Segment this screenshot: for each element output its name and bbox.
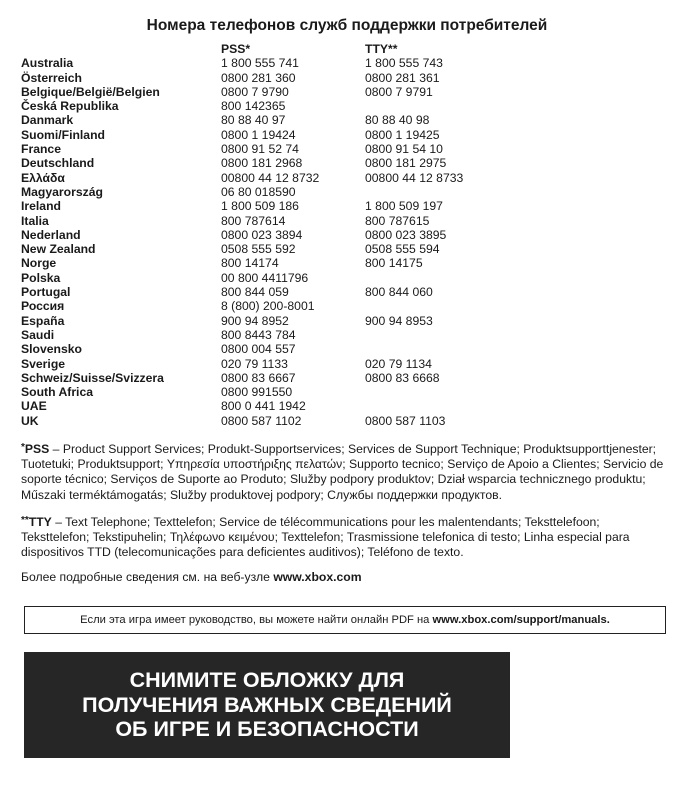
page-title: Номера телефонов служб поддержки потребителей — [146, 17, 548, 34]
country-name: Belgique/België/Belgien — [21, 84, 160, 99]
pss-number: 800 0 441 1942 — [221, 399, 306, 414]
footnotes — [21, 440, 671, 596]
table-row — [21, 314, 485, 328]
table-row — [21, 357, 485, 371]
pss-number: 0800 023 3894 — [221, 227, 303, 242]
country-name: UAE — [21, 399, 47, 414]
pss-number: 0800 1 19424 — [221, 127, 296, 142]
pss-number: 800 142365 — [221, 99, 286, 114]
table-row — [21, 214, 485, 228]
pss-number: 06 80 018590 — [221, 184, 296, 199]
banner-line-3: ОБ ИГРЕ И БЕЗОПАСНОСТИ — [115, 717, 419, 742]
pss-term: PSS — [24, 442, 50, 456]
table-row — [21, 199, 485, 213]
country-name: Ireland — [21, 199, 61, 214]
pss-number: 800 8443 784 — [221, 327, 296, 342]
tty-number: 900 94 8953 — [365, 313, 433, 328]
pss-number: 0800 587 1102 — [221, 413, 302, 428]
table-row — [21, 242, 485, 256]
website-note — [21, 570, 671, 585]
tty-number: 0800 281 361 — [365, 70, 440, 85]
country-name: New Zealand — [21, 242, 96, 257]
tty-number — [365, 185, 485, 199]
tty-number — [365, 99, 485, 113]
country-name: Saudi — [21, 327, 55, 342]
country-name: Sverige — [21, 356, 66, 371]
banner-line-1: СНИМИТЕ ОБЛОЖКУ ДЛЯ — [129, 668, 405, 693]
pss-number: 800 14174 — [221, 256, 279, 271]
country-name: Slovensko — [21, 342, 82, 357]
table-row — [21, 328, 485, 342]
pss-number: 0800 991550 — [221, 385, 293, 400]
table-header — [21, 42, 485, 56]
header-country — [21, 42, 221, 56]
table-row — [21, 271, 485, 285]
table-row — [21, 385, 485, 399]
pss-asterisk: * — [21, 442, 25, 453]
country-name: Schweiz/Suisse/Svizzera — [21, 370, 164, 385]
tty-number: 0800 587 1103 — [365, 413, 446, 428]
header-tty: TTY** — [365, 42, 398, 56]
table-row — [21, 171, 485, 185]
country-name: Česká Republika — [21, 99, 119, 114]
manual-link[interactable]: www.xbox.com/support/manuals. — [432, 614, 610, 626]
tty-term: TTY — [28, 514, 52, 529]
banner-line-2: ПОЛУЧЕНИЯ ВАЖНЫХ СВЕДЕНИЙ — [82, 692, 452, 717]
pss-number: 020 79 1133 — [221, 356, 288, 371]
table-row — [21, 414, 485, 428]
tty-number: 0800 1 19425 — [365, 127, 440, 142]
tty-number — [365, 299, 485, 313]
pss-number: 0508 555 592 — [221, 242, 296, 257]
table-row — [21, 228, 485, 242]
country-name: Norge — [21, 256, 57, 271]
pss-number: 900 94 8952 — [221, 313, 289, 328]
country-name: Deutschland — [21, 156, 95, 171]
country-name: Ελλάδα — [21, 170, 65, 185]
table-row — [21, 156, 485, 170]
pss-number: 0800 83 6667 — [221, 370, 296, 385]
website-note-text: Более подробные сведения см. на веб-узле — [21, 570, 274, 585]
tty-definition: – Text Telephone; Texttelefon; Service de télécommunications pour les malentendants; Teksttelefoon; Teksttelefon; Tekstipuhelin; Τηλέφωνο κειμένου; Texttelefon; Trasmissione telefonica di testo; Linha especial para dispositivos TTD (telecomunicações para deficientes auditivos); Teléfono de texto. — [21, 514, 630, 560]
pss-number: 0800 7 9790 — [221, 84, 289, 99]
table-row — [21, 299, 485, 313]
country-name: España — [21, 313, 65, 328]
table-row — [21, 99, 485, 113]
table-row — [21, 85, 485, 99]
tty-number: 1 800 509 197 — [365, 199, 443, 214]
tty-footnote — [21, 513, 671, 561]
country-name: UK — [21, 413, 39, 428]
tty-number: 0800 181 2975 — [365, 156, 447, 171]
table-row — [21, 56, 485, 70]
pss-number: 800 844 059 — [221, 285, 289, 300]
country-name: Italia — [21, 213, 49, 228]
country-name: Nederland — [21, 227, 81, 242]
pss-number: 800 787614 — [221, 213, 286, 228]
table-body — [21, 56, 485, 428]
tty-number: 800 844 060 — [365, 285, 433, 300]
table-row — [21, 342, 485, 356]
manual-notice-text: Если эта игра имеет руководство, вы можете найти онлайн PDF на — [80, 614, 433, 626]
pss-number: 1 800 509 186 — [221, 199, 299, 214]
table-row — [21, 128, 485, 142]
table-row — [21, 185, 485, 199]
table-row — [21, 142, 485, 156]
pss-footnote — [21, 440, 671, 503]
tty-number: 80 88 40 98 — [365, 113, 430, 128]
support-phone-table — [21, 42, 485, 428]
table-row — [21, 371, 485, 385]
country-name: Portugal — [21, 285, 71, 300]
website-link[interactable]: www.xbox.com — [273, 570, 362, 585]
country-name: France — [21, 142, 61, 157]
tty-number — [365, 342, 485, 356]
tty-number: 0800 023 3895 — [365, 227, 447, 242]
country-name: Suomi/Finland — [21, 127, 105, 142]
pss-number: 0800 004 557 — [221, 342, 296, 357]
header-pss: PSS* — [221, 42, 251, 56]
tty-number — [365, 328, 485, 342]
pss-number: 0800 281 360 — [221, 70, 296, 85]
tty-number: 0508 555 594 — [365, 242, 440, 257]
remove-cover-banner — [24, 652, 510, 758]
tty-number: 800 787615 — [365, 213, 430, 228]
pss-number: 00800 44 12 8732 — [221, 170, 320, 185]
tty-number: 800 14175 — [365, 256, 423, 271]
tty-number: 020 79 1134 — [365, 356, 432, 371]
table-row — [21, 285, 485, 299]
pss-number: 0800 91 52 74 — [221, 142, 299, 157]
country-name: Россия — [21, 299, 65, 314]
tty-number: 0800 91 54 10 — [365, 142, 443, 157]
tty-number: 0800 7 9791 — [365, 84, 433, 99]
table-row — [21, 113, 485, 127]
table-row — [21, 256, 485, 270]
tty-asterisk: ** — [21, 514, 29, 526]
country-name: Magyarország — [21, 184, 103, 199]
pss-number: 8 (800) 200-8001 — [221, 299, 315, 314]
tty-number: 0800 83 6668 — [365, 370, 440, 385]
country-name: Danmark — [21, 113, 74, 128]
country-name: Österreich — [21, 70, 82, 85]
pss-definition: – Product Support Services; Produkt-Supportservices; Services de Support Technique; Produktsupporttjenester; Tuotetuki; Produktsupport; Υπηρεσία υποστήριξης πελατών; Supporto tecnico; Serviço de Apoio a Clientes; Servicio de soporte técnico; Serviços de Suporte ao Produto; Služby podpory produktov; Dział wsparcia technicznego produktu; Műszaki terméktámogatás; Služby produktovej podpory; Службы поддержки продуктов. — [21, 442, 664, 502]
tty-number: 00800 44 12 8733 — [365, 170, 464, 185]
country-name: Polska — [21, 270, 61, 285]
tty-number — [365, 271, 485, 285]
table-row — [21, 399, 485, 413]
country-name: South Africa — [21, 385, 93, 400]
manual-notice-box — [24, 606, 666, 634]
pss-number: 0800 181 2968 — [221, 156, 303, 171]
table-row — [21, 71, 485, 85]
tty-number: 1 800 555 743 — [365, 56, 443, 71]
pss-number: 80 88 40 97 — [221, 113, 286, 128]
tty-number — [365, 385, 485, 399]
country-name: Australia — [21, 56, 74, 71]
tty-number — [365, 399, 485, 413]
pss-number: 00 800 4411796 — [221, 270, 309, 285]
pss-number: 1 800 555 741 — [221, 56, 299, 71]
